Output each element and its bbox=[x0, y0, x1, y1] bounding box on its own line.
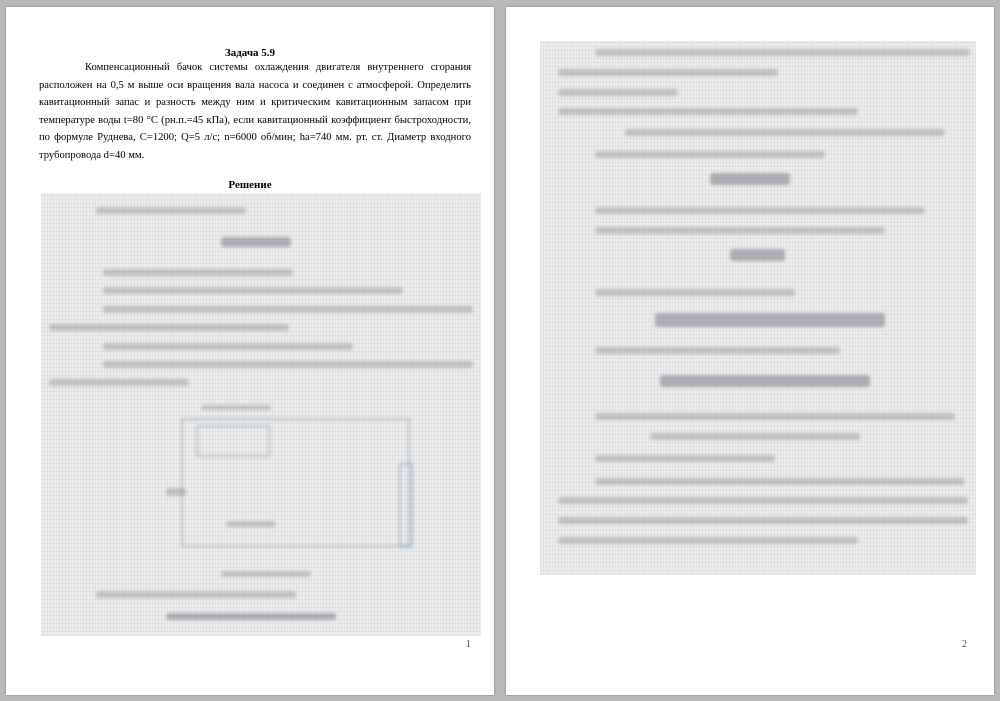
problem-paragraph: Компенсационный бачок системы охлаждения двигателя внутреннего сгорания расположен на 0,5 м выше оси вращения вала насоса и соединен с атмосферой. Определить кавитационный запас и разность между ним и критическим кавитационным запасом при температуре воды t=80 °C (pн.п.=45 кПа), если кавитационный коэффициент быстроходности, по формуле Руднева, C=1200; Q=5 л/с; n=6000 об/мин; hа=740 мм. рт. ст. Диаметр входного трубопровода d=40 мм. bbox=[39, 62, 471, 161]
problem-title: Задача 5.9 bbox=[224, 47, 276, 59]
blurred-content-area bbox=[540, 41, 976, 575]
solution-heading: Решение bbox=[228, 179, 272, 191]
document-page-1 bbox=[6, 7, 494, 695]
blurred-solution-area bbox=[41, 193, 481, 636]
page-number: 1 bbox=[466, 639, 471, 650]
page-number: 2 bbox=[962, 639, 967, 650]
problem-statement bbox=[39, 59, 471, 164]
document-page-2 bbox=[506, 7, 994, 695]
